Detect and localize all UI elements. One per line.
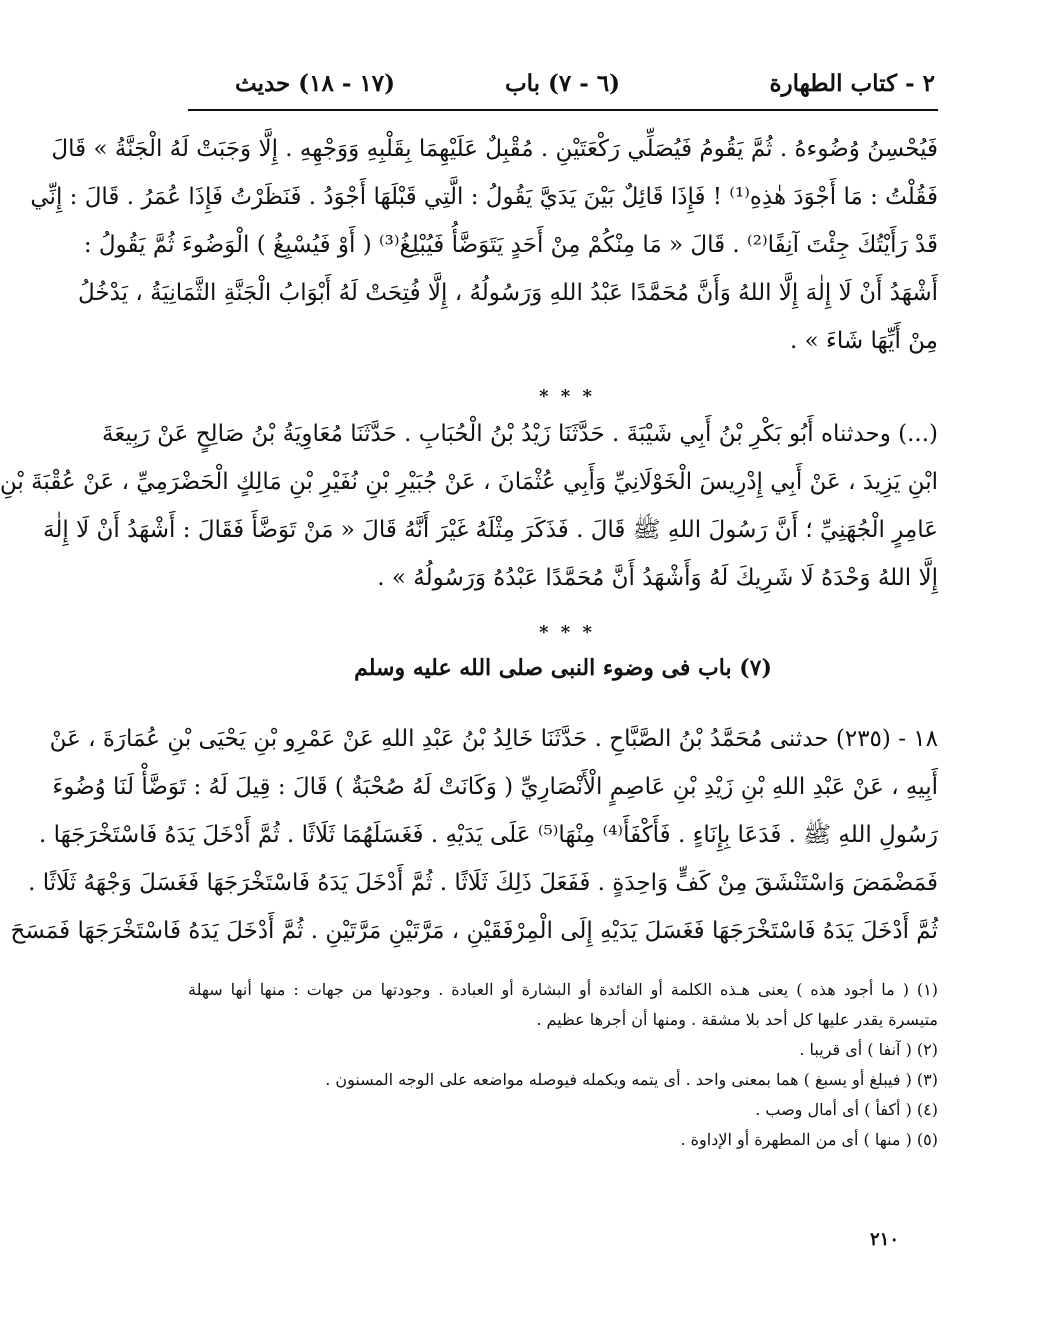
- footnote-line: (٢) ( آنفا ) أى قريبا .: [799, 1040, 938, 1059]
- page-number: ٢١٠: [870, 1229, 900, 1250]
- header-section-title: ٢ - كتاب الطهارة: [769, 70, 935, 97]
- hadith-17-text: [30, 125, 938, 365]
- text-line: إِلَّا اللهُ وَحْدَهُ لَا شَرِيكَ لَهُ وَأَشْهَدُ أَنَّ مُحَمَّدًا عَبْدُهُ وَرَسُولُهُ » .: [377, 565, 938, 591]
- text-line: مِنْ أَيِّهَا شَاءَ » .: [790, 328, 938, 354]
- header-hadith-range: (١٧ - ١٨) حديث: [235, 70, 396, 97]
- text-line: فَيُحْسِنُ وُضُوءهُ . ثُمَّ يَقُومُ فَيُصَلِّي رَكْعَتَيْنِ . مُقْبِلٌ عَلَيْهِمَا بِقَلْبِهِ وَوَجْهِهِ . إِلَّا وَجَبَتْ لَهُ الْجَنَّةُ » قَالَ: [51, 136, 938, 162]
- footnote-line: متيسرة يقدر عليها كل أحد بلا مشقة . ومنها أن أجرها عظيم .: [536, 1010, 938, 1029]
- footnote-line: (١) ( ما أجود هذه ) يعنى هـذه الكلمة أو الفائدة أو البشارة أو العبادة . وجودتها من جهات : منها أنها سهلة: [188, 980, 938, 999]
- footnote-line: (٤) ( أكفأ ) أى أمال وصب .: [755, 1100, 938, 1119]
- hadith-18-text: [10, 715, 938, 955]
- text-line: ثُمَّ أَدْخَلَ يَدَهُ فَاسْتَخْرَجَهَا فَغَسَلَ يَدَيْهِ إِلَى الْمِرْفَقَيْنِ ، مَرَّتَيْنِ مَرَّتَيْنِ . ثُمَّ أَدْخَلَ يَدَهُ فَاسْتَخْرَجَهَا فَمَسَحَ: [10, 918, 938, 944]
- header-chapter-range: (٦ - ٧) باب: [504, 70, 621, 97]
- text-line: أَشْهَدُ أَنْ لَا إِلٰهَ إِلَّا اللهُ وَأَنَّ مُحَمَّدًا عَبْدُ اللهِ وَرَسُولُهُ ، إِلَّا فُتِحَتْ لَهُ أَبْوَابُ الْجَنَّةِ الثَّمَانِيَةُ ، يَدْخُلُ: [77, 280, 938, 306]
- footnotes: [188, 975, 938, 1155]
- footnote-line: (٣) ( فيبلغ أو يسبغ ) هما بمعنى واحد . أى يتمه ويكمله فيوصله مواضعه على الوجه المسنون .: [325, 1070, 938, 1089]
- text-line: ابْنِ يَزِيدَ ، عَنْ أَبِي إِدْرِيسَ الْخَوْلَانِيِّ وَأَبِي عُثْمَانَ ، عَنْ جُبَيْرِ بْنِ نُفَيْرِ بْنِ مَالِكٍ الْحَضْرَمِيِّ ، عَنْ عُقْبَةَ بْنِ: [0, 469, 938, 495]
- text-line: قَدْ رَأَيْتُكَ جِئْتَ آنِفًا⁽²⁾ . قَالَ « مَا مِنْكُمْ مِنْ أَحَدٍ يَتَوَضَّأُ فَيُبْلِغُ⁽³⁾ ( أَوْ فَيُسْبِغُ ) الْوَضُوءَ ثُمَّ يَقُولُ :: [83, 232, 938, 258]
- text-line: ١٨ - (٢٣٥) حدثنى مُحَمَّدُ بْنُ الصَّبَّاحِ . حَدَّثَنَا خَالِدُ بْنُ عَبْدِ اللهِ عَنْ عَمْرِو بْنِ يَحْيَى بْنِ عُمَارَةَ ، عَنْ: [49, 726, 938, 752]
- chapter-title: (٧) باب فى وضوء النبى صلى الله عليه وسلم: [354, 655, 772, 681]
- text-line: فَقُلْتُ : مَا أَجْوَدَ هٰذِهِ⁽¹⁾ ! فَإِذَا قَائِلٌ بَيْنَ يَدَيَّ يَقُولُ : الَّتِي قَبْلَهَا أَجْوَدُ . فَنَظَرْتُ فَإِذَا عُمَرُ . قَالَ : إِنِّي: [30, 184, 938, 210]
- section-separator: * * *: [539, 622, 595, 643]
- text-line: أَبِيهِ ، عَنْ عَبْدِ اللهِ بْنِ زَيْدِ بْنِ عَاصِمٍ الْأَنْصَارِيِّ ( وَكَانَتْ لَهُ صُحْبَةٌ ) قَالَ : قِيلَ لَهُ : تَوَضَّأْ لَنَا وُضُوءَ: [52, 774, 938, 800]
- text-line: رَسُولِ اللهِ ﷺ . فَدَعَا بِإِنَاءٍ . فَأَكْفَأَ⁽⁴⁾ مِنْهَا⁽⁵⁾ عَلَى يَدَيْهِ . فَغَسَلَهُمَا ثَلَاثًا . ثُمَّ أَدْخَلَ يَدَهُ فَاسْتَخْرَجَهَا .: [39, 822, 938, 848]
- footnote-line: (٥) ( منها ) أى من المطهرة أو الإداوة .: [680, 1130, 938, 1149]
- text-line: (...) وحدثناه أَبُو بَكْرِ بْنُ أَبِي شَيْبَةَ . حَدَّثَنَا زَيْدُ بْنُ الْحُبَابِ . حَدَّثَنَا مُعَاوِيَةُ بْنُ صَالِحٍ عَنْ رَبِيعَةَ: [101, 421, 938, 447]
- hadith-17-variant-text: [0, 410, 938, 602]
- header-rule: [188, 109, 938, 111]
- text-line: فَمَضْمَضَ وَاسْتَنْشَقَ مِنْ كَفٍّ وَاحِدَةٍ . فَفَعَلَ ذَلِكَ ثَلَاثًا . ثُمَّ أَدْخَلَ يَدَهُ فَاسْتَخْرَجَهَا فَغَسَلَ وَجْهَهُ ثَلَاثًا .: [28, 870, 938, 896]
- text-line: عَامِرٍ الْجُهَنِيِّ ؛ أَنَّ رَسُولَ اللهِ ﷺ قَالَ . فَذَكَرَ مِثْلَهُ غَيْرَ أَنَّهُ قَالَ « مَنْ تَوَضَّأَ فَقَالَ : أَشْهَدُ أَنْ لَا إِلٰهَ: [43, 517, 938, 543]
- running-header: [190, 70, 935, 106]
- section-separator: * * *: [539, 386, 595, 407]
